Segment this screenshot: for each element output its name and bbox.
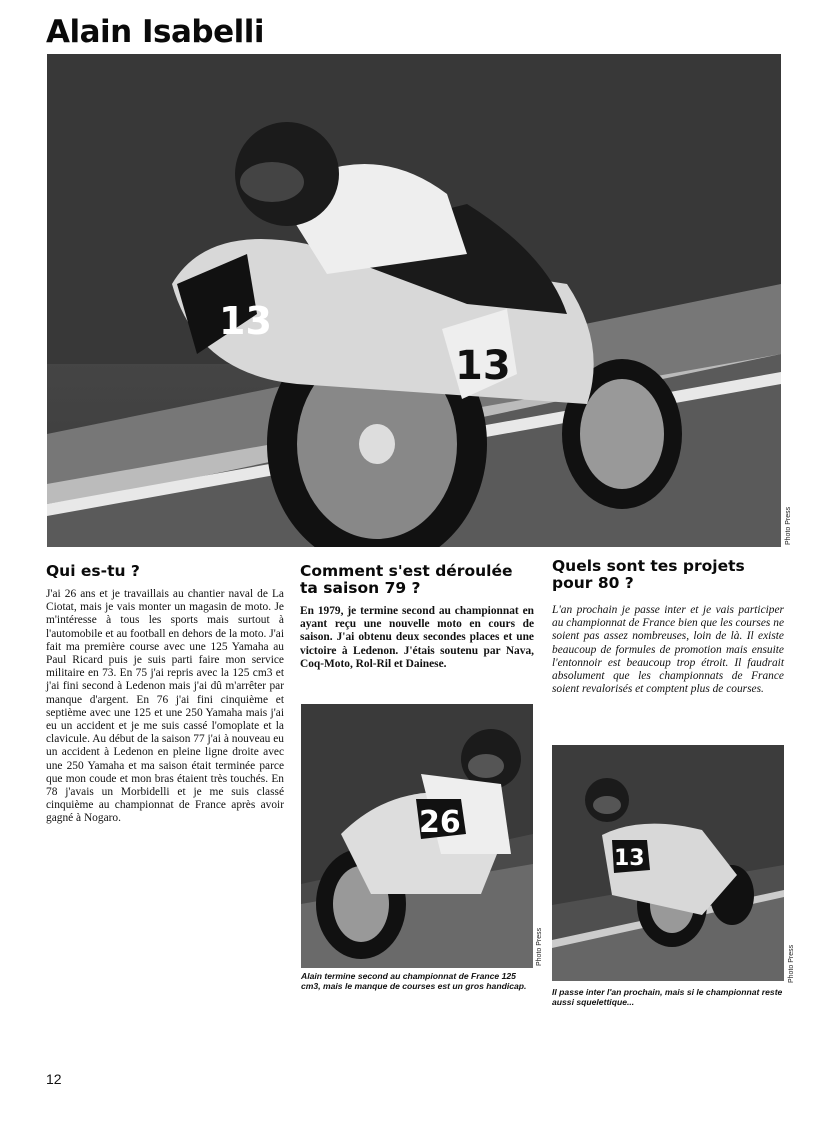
middle-bike-number: 26 xyxy=(419,805,461,840)
col1-heading: Qui es-tu ? xyxy=(46,562,140,580)
col2-text: En 1979, je termine second au championnat en ayant reçu une nouvelle moto en cours de saison. J'ai obtenu deux secondes places et une victoire à Ledenon. J'étais soutenu par Nava, Coq-Moto, Rol-Ril et Dainese. xyxy=(300,605,534,670)
right-photo-caption: Il passe inter l'an prochain, mais si le championnat reste aussi squelettique... xyxy=(552,987,783,1008)
right-photo xyxy=(552,745,784,981)
middle-photo-caption: Alain termine second au championnat de France 125 cm3, mais le manque de courses est un gros handicap. xyxy=(301,971,527,992)
main-bike-number: 13 xyxy=(219,299,272,343)
right-bike-number: 13 xyxy=(614,846,645,871)
middle-photo xyxy=(301,704,533,968)
main-photo-credit: Photo Press xyxy=(785,506,792,545)
col3-heading: Quels sont tes projets pour 80 ? xyxy=(552,557,745,592)
right-photo-credit: Photo Press xyxy=(788,944,795,983)
article-title: Alain Isabelli xyxy=(46,14,265,50)
main-bike-number-side: 13 xyxy=(455,343,511,389)
main-photo xyxy=(47,54,781,547)
page-number: 12 xyxy=(46,1071,62,1087)
col1-text: J'ai 26 ans et je travaillais au chantier naval de La Ciotat, mais je vais monter un magasin de moto. Je m'intéresse à tous les sports mais surtout à l'automobile et au football en dehors de la moto. J'ai fait ma première course avec une 125 Yamaha au Paul Ricard puis je suis parti faire mon service militaire en 73. En 75 j'ai repris avec la 125 cm3 et j'ai fini second à Ledenon mais j'ai dû m'arrêter par manque d'argent. En 76 j'ai fini cinquième et septième avec une 125 et une 250 Yamaha mais j'ai eu un accident et je me suis cassé l'omoplate et la clavicule. Au début de la saison 77 j'ai à nouveau eu un accident à Ledenon en pleine ligne droite avec une 250 Yamaha et ma saison était terminée parce que mon coude et mon bras étaient très touchés. En 78 j'avais un Morbidelli et je me suis classé cinquième au championnat de France après avoir gagné à Nogaro. xyxy=(46,588,284,825)
middle-photo-credit: Photo Press xyxy=(536,927,543,966)
col2-heading: Comment s'est déroulée ta saison 79 ? xyxy=(300,562,513,597)
col3-text: L'an prochain je passe inter et je vais participer au championnat de France bien que les courses ne soient pas assez nombreuses, loin de là. Il existe beaucoup de formules de promotion mais ensuite l'entonnoir est beaucoup trop étroit. Il faudrait absolument que les championnats de France soient revalorisés et comptent plus de courses. xyxy=(552,604,784,696)
